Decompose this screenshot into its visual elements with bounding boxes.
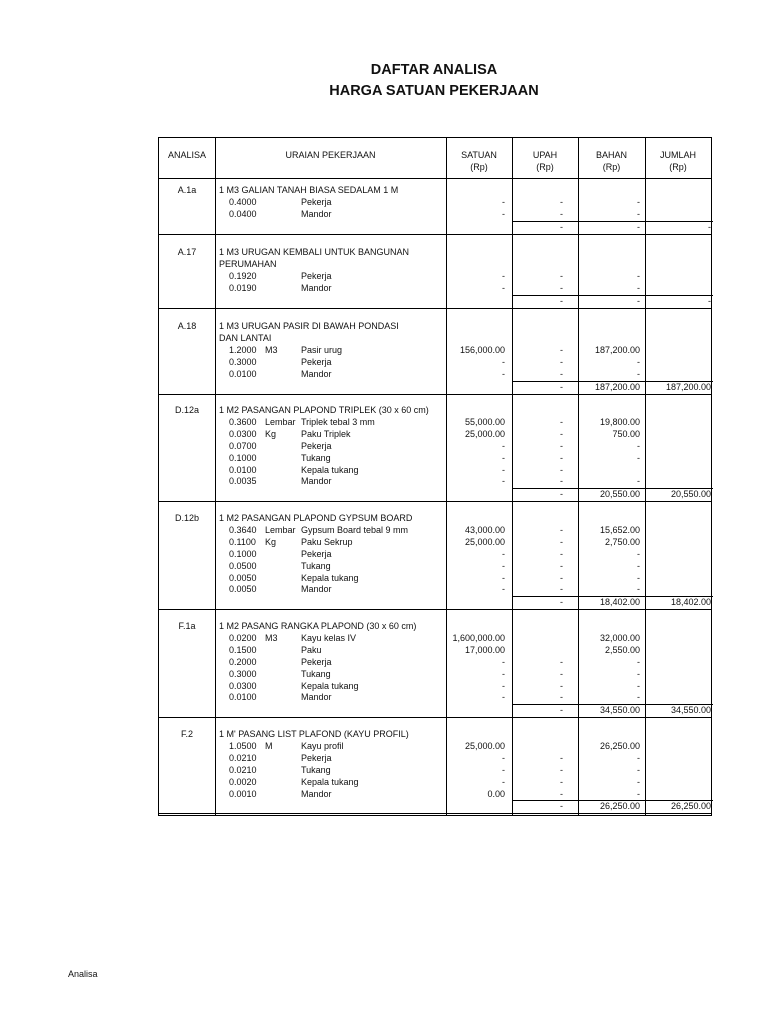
row-unit: Lembar (265, 524, 296, 535)
total-upah: - (560, 221, 563, 232)
row-upah: - (560, 344, 563, 355)
row-item: Triplek tebal 3 mm (301, 416, 375, 427)
row-coefficient: 0.3000 (229, 356, 257, 367)
row-satuan: - (502, 270, 505, 281)
section-description: PERUMAHAN (219, 258, 277, 269)
row-coefficient: 0.0210 (229, 752, 257, 763)
row-coefficient: 0.4000 (229, 196, 257, 207)
row-item: Mandor (301, 476, 332, 487)
section-description: 1 M2 PASANGAN PLAPOND TRIPLEK (30 x 60 cm) (219, 405, 429, 415)
row-item: Tukang (301, 560, 331, 571)
total-upah: - (560, 597, 563, 608)
row-coefficient: 0.1000 (229, 548, 257, 559)
row-coefficient: 0.1100 (229, 536, 256, 547)
row-upah: - (560, 428, 563, 439)
row-bahan: - (637, 572, 640, 583)
header-satuan: SATUAN (461, 150, 497, 160)
row-unit: Kg (265, 428, 277, 439)
row-satuan: - (502, 572, 505, 583)
row-satuan: 25,000.00 (464, 740, 505, 751)
row-upah: - (560, 572, 563, 583)
section-divider (159, 717, 711, 718)
document-title: DAFTAR ANALISA (370, 62, 498, 78)
section-divider (159, 501, 711, 502)
row-coefficient: 0.0700 (229, 440, 257, 451)
row-item: Tukang (301, 452, 331, 463)
footer-label: Analisa (68, 969, 98, 979)
total-upah: - (560, 295, 563, 306)
row-satuan: 17,000.00 (464, 644, 505, 655)
row-satuan: - (502, 356, 505, 367)
row-upah: - (560, 560, 563, 571)
row-coefficient: 0.0300 (229, 680, 257, 691)
row-bahan: 19,800.00 (599, 416, 640, 427)
row-item: Tukang (301, 764, 331, 775)
row-coefficient: 0.0020 (229, 776, 257, 787)
total-bahan: - (637, 295, 640, 306)
row-satuan: - (502, 680, 505, 691)
column-divider (215, 138, 216, 815)
row-upah: - (560, 680, 563, 691)
section-divider (159, 308, 711, 309)
row-item: Mandor (301, 282, 332, 293)
row-item: Mandor (301, 584, 332, 595)
total-bahan: 18,402.00 (599, 597, 640, 608)
row-satuan: - (502, 208, 505, 219)
row-bahan: 32,000.00 (599, 632, 640, 643)
row-coefficient: 0.3000 (229, 668, 257, 679)
row-coefficient: 0.0010 (229, 788, 257, 799)
row-upah: - (560, 692, 563, 703)
row-upah: - (560, 440, 563, 451)
row-unit: Lembar (265, 416, 296, 427)
row-unit: M3 (265, 344, 278, 355)
row-upah: - (560, 356, 563, 367)
row-upah: - (560, 270, 563, 281)
row-unit: M (265, 740, 273, 751)
row-item: Paku Sekrup (301, 536, 353, 547)
total-upah: - (560, 489, 563, 500)
row-coefficient: 0.0050 (229, 572, 257, 583)
row-satuan: - (502, 368, 505, 379)
total-jumlah: - (708, 221, 711, 232)
total-jumlah: 187,200.00 (665, 381, 711, 392)
row-bahan: - (637, 668, 640, 679)
row-upah: - (560, 584, 563, 595)
section-description: 1 M3 GALIAN TANAH BIASA SEDALAM 1 M (219, 185, 399, 195)
section-code: A.1a (177, 185, 197, 195)
analysis-table (158, 137, 712, 816)
row-item: Pekerja (301, 196, 332, 207)
row-bahan: - (637, 584, 640, 595)
row-satuan: - (502, 476, 505, 487)
row-item: Gypsum Board tebal 9 mm (301, 524, 409, 535)
row-item: Kepala tukang (301, 680, 359, 691)
row-bahan: 750.00 (612, 428, 640, 439)
row-upah: - (560, 548, 563, 559)
total-upah: - (560, 801, 563, 812)
row-item: Pekerja (301, 656, 332, 667)
row-item: Kayu profil (301, 740, 344, 751)
row-satuan: - (502, 668, 505, 679)
row-satuan: - (502, 548, 505, 559)
row-item: Mandor (301, 208, 332, 219)
row-item: Pekerja (301, 548, 332, 559)
row-coefficient: 0.0050 (229, 584, 257, 595)
row-bahan: - (637, 208, 640, 219)
row-bahan: 2,750.00 (604, 536, 640, 547)
row-item: Paku (301, 644, 322, 655)
row-upah: - (560, 282, 563, 293)
section-description: 1 M' PASANG LIST PLAFOND (KAYU PROFIL) (219, 729, 409, 739)
row-coefficient: 0.0035 (229, 476, 257, 487)
row-bahan: - (637, 680, 640, 691)
row-coefficient: 0.1500 (229, 644, 257, 655)
row-satuan: - (502, 776, 505, 787)
row-satuan: - (502, 560, 505, 571)
total-bahan: - (637, 221, 640, 232)
row-item: Mandor (301, 692, 332, 703)
row-bahan: - (637, 368, 640, 379)
row-satuan: - (502, 752, 505, 763)
row-bahan: - (637, 196, 640, 207)
total-jumlah: 18,402.00 (670, 597, 711, 608)
total-bahan: 26,250.00 (599, 801, 640, 812)
row-item: Mandor (301, 368, 332, 379)
row-item: Kepala tukang (301, 464, 359, 475)
header-upah-unit: (Rp) (536, 162, 554, 172)
row-item: Pekerja (301, 270, 332, 281)
row-satuan: - (502, 196, 505, 207)
row-upah: - (560, 524, 563, 535)
row-bahan: - (637, 776, 640, 787)
section-code: D.12a (174, 405, 200, 415)
row-satuan: - (502, 464, 505, 475)
row-bahan: - (637, 548, 640, 559)
row-bahan: 187,200.00 (594, 344, 640, 355)
row-coefficient: 0.0100 (229, 692, 257, 703)
total-jumlah: - (708, 295, 711, 306)
section-code: F.2 (180, 729, 193, 739)
row-upah: - (560, 788, 563, 799)
row-satuan: 25,000.00 (464, 428, 505, 439)
header-bahan-unit: (Rp) (602, 162, 621, 172)
section-description: 1 M2 PASANG RANGKA PLAPOND (30 x 60 cm) (219, 621, 417, 631)
row-upah: - (560, 656, 563, 667)
row-bahan: - (637, 440, 640, 451)
row-coefficient: 1.2000 (229, 344, 257, 355)
section-code: D.12b (174, 513, 200, 523)
row-unit: M3 (265, 632, 278, 643)
section-divider (159, 609, 711, 610)
row-satuan: - (502, 282, 505, 293)
row-upah: - (560, 452, 563, 463)
row-bahan: - (637, 282, 640, 293)
total-upah: - (560, 381, 563, 392)
row-coefficient: 0.0200 (229, 632, 257, 643)
row-coefficient: 1.0500 (229, 740, 257, 751)
row-item: Pekerja (301, 440, 332, 451)
row-upah: - (560, 776, 563, 787)
total-bahan: 20,550.00 (599, 489, 640, 500)
row-item: Pasir urug (301, 344, 343, 355)
row-satuan: 156,000.00 (459, 344, 505, 355)
document-subtitle: HARGA SATUAN PEKERJAAN (329, 83, 539, 99)
row-upah: - (560, 668, 563, 679)
header-jumlah-unit: (Rp) (669, 162, 687, 172)
row-bahan: - (637, 764, 640, 775)
row-coefficient: 0.0500 (229, 560, 257, 571)
total-jumlah: 26,250.00 (670, 801, 711, 812)
row-bahan: - (637, 270, 640, 281)
header-upah: UPAH (532, 150, 558, 160)
row-bahan: - (637, 656, 640, 667)
row-satuan: - (502, 584, 505, 595)
row-coefficient: 0.1000 (229, 452, 257, 463)
row-satuan: - (502, 452, 505, 463)
total-jumlah: 20,550.00 (670, 489, 711, 500)
row-bahan: 15,652.00 (599, 524, 640, 535)
row-bahan: - (637, 452, 640, 463)
row-upah: - (560, 208, 563, 219)
row-unit: Kg (265, 536, 277, 547)
row-bahan: 2,550.00 (604, 644, 640, 655)
row-item: Pekerja (301, 752, 332, 763)
section-code: A.18 (177, 321, 197, 331)
header-uraian: URAIAN PEKERJAAN (285, 150, 376, 160)
row-coefficient: 0.3640 (229, 524, 257, 535)
row-item: Paku Triplek (301, 428, 351, 439)
header-analisa: ANALISA (167, 150, 207, 160)
total-jumlah: 34,550.00 (670, 705, 711, 716)
row-upah: - (560, 416, 563, 427)
row-satuan: - (502, 440, 505, 451)
row-item: Mandor (301, 788, 332, 799)
row-upah: - (560, 752, 563, 763)
row-bahan: - (637, 788, 640, 799)
section-code: A.17 (177, 247, 197, 257)
total-upah: - (560, 705, 563, 716)
row-item: Tukang (301, 668, 331, 679)
row-coefficient: 0.2000 (229, 656, 257, 667)
row-upah: - (560, 764, 563, 775)
row-coefficient: 0.0100 (229, 368, 257, 379)
row-upah: - (560, 476, 563, 487)
row-bahan: - (637, 356, 640, 367)
section-divider (159, 394, 711, 395)
section-code: F.1a (178, 621, 196, 631)
row-bahan: - (637, 560, 640, 571)
header-satuan-unit: (Rp) (470, 162, 488, 172)
row-item: Pekerja (301, 356, 332, 367)
row-bahan: 26,250.00 (599, 740, 640, 751)
row-bahan: - (637, 692, 640, 703)
row-satuan: 25,000.00 (464, 536, 505, 547)
row-satuan: 55,000.00 (464, 416, 505, 427)
row-satuan: - (502, 692, 505, 703)
header-jumlah: JUMLAH (659, 150, 696, 160)
row-satuan: 43,000.00 (464, 524, 505, 535)
row-coefficient: 0.0210 (229, 764, 257, 775)
row-coefficient: 0.0190 (229, 282, 257, 293)
row-upah: - (560, 368, 563, 379)
row-satuan: 1,600,000.00 (452, 632, 505, 643)
row-item: Kepala tukang (301, 776, 359, 787)
row-item: Kayu kelas IV (301, 632, 357, 643)
row-upah: - (560, 196, 563, 207)
section-description: 1 M3 URUGAN KEMBALI UNTUK BANGUNAN (219, 247, 410, 257)
row-upah: - (560, 536, 563, 547)
total-bahan: 187,200.00 (594, 381, 640, 392)
row-satuan: 0.00 (487, 788, 505, 799)
row-coefficient: 0.3600 (229, 416, 257, 427)
row-coefficient: 0.0300 (229, 428, 257, 439)
row-coefficient: 0.1920 (229, 270, 257, 281)
section-divider (159, 234, 711, 235)
header-bahan: BAHAN (595, 150, 627, 160)
total-bahan: 34,550.00 (599, 705, 640, 716)
row-item: Kepala tukang (301, 572, 359, 583)
section-description: 1 M2 PASANGAN PLAPOND GYPSUM BOARD (219, 513, 413, 523)
section-description: 1 M3 URUGAN PASIR DI BAWAH PONDASI (219, 321, 399, 331)
row-coefficient: 0.0400 (229, 208, 257, 219)
row-satuan: - (502, 656, 505, 667)
section-divider (159, 813, 711, 814)
row-coefficient: 0.0100 (229, 464, 257, 475)
section-description: DAN LANTAI (219, 332, 272, 343)
row-upah: - (560, 464, 563, 475)
row-bahan: - (637, 752, 640, 763)
header-divider (159, 178, 711, 179)
row-satuan: - (502, 764, 505, 775)
row-bahan: - (637, 476, 640, 487)
